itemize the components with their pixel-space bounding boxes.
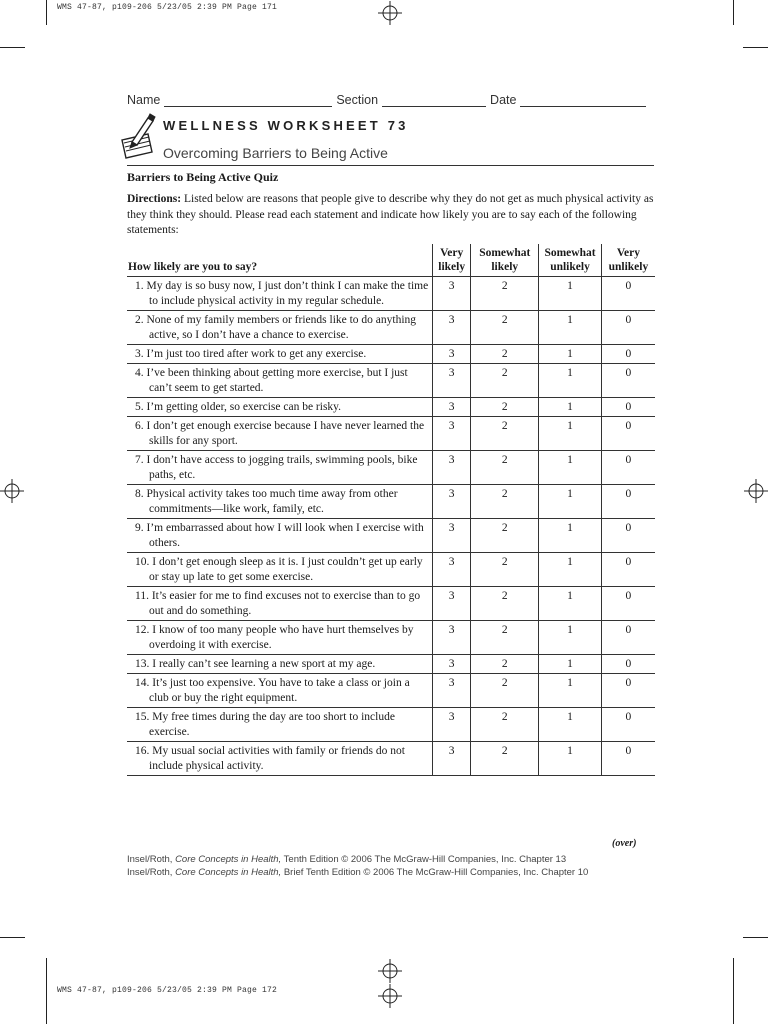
quiz-table (127, 244, 655, 776)
directions-label: Directions: (127, 193, 182, 205)
rating-option-very-unlikely[interactable]: 0 (601, 621, 655, 655)
quiz-title: Barriers to Being Active Quiz (127, 170, 279, 184)
rating-option-very-unlikely[interactable]: 0 (601, 708, 655, 742)
rating-option-somewhat-unlikely[interactable]: 1 (539, 311, 602, 345)
rating-option-somewhat-unlikely[interactable]: 1 (539, 708, 602, 742)
table-row (127, 345, 655, 364)
directions-paragraph (127, 192, 655, 239)
table-row (127, 519, 655, 553)
rating-option-somewhat-likely[interactable]: 2 (471, 311, 539, 345)
rating-option-very-likely[interactable]: 3 (432, 708, 470, 742)
section-field[interactable] (382, 95, 486, 107)
crop-mark (733, 958, 734, 1024)
statement-text: 13. I really can’t see learning a new sport at my age. (135, 658, 376, 670)
pencil-notepad-icon (118, 112, 162, 164)
rating-option-very-likely[interactable]: 3 (432, 553, 470, 587)
rating-option-somewhat-likely[interactable]: 2 (471, 587, 539, 621)
table-row (127, 277, 655, 311)
rating-option-very-likely[interactable]: 3 (432, 621, 470, 655)
rating-option-somewhat-likely[interactable]: 2 (471, 742, 539, 776)
over-note: (over) (612, 838, 637, 849)
rating-option-very-unlikely[interactable]: 0 (601, 485, 655, 519)
directions-text: Listed below are reasons that people give to describe why they do not get as much physical activity as they think they should. Please read each statement and indicate how likely you are to say each of the following statements: (127, 193, 654, 236)
section-label: Section (336, 93, 379, 107)
rating-option-somewhat-unlikely[interactable]: 1 (539, 587, 602, 621)
rating-option-somewhat-likely[interactable]: 2 (471, 451, 539, 485)
statement-text: 4. I’ve been thinking about getting more exercise, but I just can’t seem to get started. (135, 367, 408, 394)
registration-mark-icon (0, 479, 24, 503)
rating-option-very-likely[interactable]: 3 (432, 398, 470, 417)
rating-option-somewhat-unlikely[interactable]: 1 (539, 553, 602, 587)
rating-option-somewhat-likely[interactable]: 2 (471, 655, 539, 674)
table-row (127, 417, 655, 451)
table-row (127, 621, 655, 655)
table-row (127, 451, 655, 485)
name-field[interactable] (164, 95, 332, 107)
header-divider (127, 165, 654, 166)
statement-text: 16. My usual social activities with family or friends do not include physical activity. (135, 745, 405, 772)
column-header-somewhat-likely: Somewhat likely (471, 244, 539, 277)
registration-mark-icon (378, 984, 402, 1008)
rating-option-very-unlikely[interactable]: 0 (601, 655, 655, 674)
rating-option-very-unlikely[interactable]: 0 (601, 417, 655, 451)
rating-option-very-unlikely[interactable]: 0 (601, 451, 655, 485)
rating-option-somewhat-unlikely[interactable]: 1 (539, 417, 602, 451)
rating-option-very-unlikely[interactable]: 0 (601, 587, 655, 621)
rating-option-very-unlikely[interactable]: 0 (601, 311, 655, 345)
crop-mark (733, 0, 734, 25)
crop-mark (743, 937, 768, 938)
question-column-header: How likely are you to say? (128, 261, 258, 273)
footer-citation-2: Insel/Roth, Core Concepts in Health, Brief Tenth Edition © 2006 The McGraw-Hill Companies, Inc. Chapter 10 (127, 867, 589, 878)
rating-option-very-likely[interactable]: 3 (432, 485, 470, 519)
rating-option-very-likely[interactable]: 3 (432, 655, 470, 674)
statement-text: 8. Physical activity takes too much time away from other commitments—like work, family, etc. (135, 488, 398, 515)
statement-text: 7. I don’t have access to jogging trails, swimming pools, bike paths, etc. (135, 454, 418, 481)
rating-option-very-likely[interactable]: 3 (432, 364, 470, 398)
worksheet-subtitle: Overcoming Barriers to Being Active (163, 145, 388, 161)
statement-text: 15. My free times during the day are too short to include exercise. (135, 711, 395, 738)
rating-option-very-likely[interactable]: 3 (432, 519, 470, 553)
rating-option-very-unlikely[interactable]: 0 (601, 742, 655, 776)
table-row (127, 708, 655, 742)
registration-mark-icon (378, 1, 402, 25)
rating-option-somewhat-unlikely[interactable]: 1 (539, 742, 602, 776)
rating-option-somewhat-unlikely[interactable]: 1 (539, 519, 602, 553)
rating-option-somewhat-likely[interactable]: 2 (471, 364, 539, 398)
statement-text: 1. My day is so busy now, I just don’t think I can make the time to include physical activity in my regular schedule. (135, 280, 429, 307)
name-label: Name (127, 93, 161, 107)
rating-option-somewhat-unlikely[interactable]: 1 (539, 655, 602, 674)
rating-option-very-unlikely[interactable]: 0 (601, 345, 655, 364)
rating-option-somewhat-likely[interactable]: 2 (471, 398, 539, 417)
date-label: Date (490, 93, 517, 107)
crop-mark (743, 47, 768, 48)
rating-option-very-likely[interactable]: 3 (432, 311, 470, 345)
rating-option-somewhat-likely[interactable]: 2 (471, 345, 539, 364)
table-row (127, 674, 655, 708)
rating-option-somewhat-unlikely[interactable]: 1 (539, 621, 602, 655)
statement-text: 3. I’m just too tired after work to get any exercise. (135, 348, 367, 360)
rating-option-very-unlikely[interactable]: 0 (601, 519, 655, 553)
statement-text: 11. It’s easier for me to find excuses not to exercise than to go out and do something. (135, 590, 421, 617)
rating-option-somewhat-unlikely[interactable]: 1 (539, 364, 602, 398)
statement-text: 10. I don’t get enough sleep as it is. I just couldn’t get up early or stay up late to get some exercise. (135, 556, 423, 583)
table-row (127, 364, 655, 398)
print-slug-bottom: WMS 47-87, p109-206 5/23/05 2:39 PM Page 172 (57, 986, 278, 995)
rating-option-somewhat-likely[interactable]: 2 (471, 519, 539, 553)
statement-text: 14. It’s just too expensive. You have to take a class or join a club or buy the right equipment. (135, 677, 410, 704)
rating-option-somewhat-likely[interactable]: 2 (471, 485, 539, 519)
table-header-row (127, 244, 655, 277)
footer-citation-1: Insel/Roth, Core Concepts in Health, Tenth Edition © 2006 The McGraw-Hill Companies, Inc. Chapter 13 (127, 854, 567, 865)
crop-mark (0, 47, 25, 48)
rating-option-very-likely[interactable]: 3 (432, 674, 470, 708)
rating-option-very-unlikely[interactable]: 0 (601, 674, 655, 708)
statement-text: 2. None of my family members or friends like to do anything active, so I don’t have a chance to exercise. (135, 314, 417, 341)
rating-option-very-unlikely[interactable]: 0 (601, 277, 655, 311)
rating-option-very-likely[interactable]: 3 (432, 587, 470, 621)
table-row (127, 311, 655, 345)
table-row (127, 587, 655, 621)
date-field[interactable] (520, 95, 646, 107)
rating-option-somewhat-unlikely[interactable]: 1 (539, 674, 602, 708)
rating-option-very-unlikely[interactable]: 0 (601, 553, 655, 587)
rating-option-somewhat-likely[interactable]: 2 (471, 674, 539, 708)
rating-option-somewhat-unlikely[interactable]: 1 (539, 485, 602, 519)
worksheet-title: WELLNESS WORKSHEET 73 (163, 118, 409, 133)
crop-mark (0, 937, 25, 938)
table-row (127, 553, 655, 587)
rating-option-very-likely[interactable]: 3 (432, 345, 470, 364)
column-header-very-unlikely: Very unlikely (601, 244, 655, 277)
rating-option-somewhat-unlikely[interactable]: 1 (539, 398, 602, 417)
statement-text: 5. I’m getting older, so exercise can be risky. (135, 401, 342, 413)
statement-text: 6. I don’t get enough exercise because I have never learned the skills for any sport. (135, 420, 425, 447)
table-row (127, 655, 655, 674)
student-info-row (127, 93, 651, 107)
rating-option-very-likely[interactable]: 3 (432, 417, 470, 451)
crop-mark (46, 0, 47, 25)
rating-option-somewhat-likely[interactable]: 2 (471, 708, 539, 742)
column-header-somewhat-unlikely: Somewhat unlikely (539, 244, 602, 277)
registration-mark-icon (378, 959, 402, 983)
rating-option-very-unlikely[interactable]: 0 (601, 364, 655, 398)
rating-option-very-likely[interactable]: 3 (432, 451, 470, 485)
print-slug-top: WMS 47-87, p109-206 5/23/05 2:39 PM Page 171 (57, 3, 278, 12)
statement-text: 12. I know of too many people who have hurt themselves by overdoing it with exercise. (135, 624, 414, 651)
rating-option-very-likely[interactable]: 3 (432, 277, 470, 311)
rating-option-somewhat-unlikely[interactable]: 1 (539, 345, 602, 364)
rating-option-somewhat-likely[interactable]: 2 (471, 621, 539, 655)
crop-mark (46, 958, 47, 1024)
column-header-very-likely: Very likely (432, 244, 470, 277)
rating-option-very-likely[interactable]: 3 (432, 742, 470, 776)
rating-option-somewhat-unlikely[interactable]: 1 (539, 451, 602, 485)
rating-option-somewhat-likely[interactable]: 2 (471, 277, 539, 311)
rating-option-very-unlikely[interactable]: 0 (601, 398, 655, 417)
table-row (127, 485, 655, 519)
rating-option-somewhat-unlikely[interactable]: 1 (539, 277, 602, 311)
rating-option-somewhat-likely[interactable]: 2 (471, 417, 539, 451)
registration-mark-icon (744, 479, 768, 503)
table-row (127, 398, 655, 417)
rating-option-somewhat-likely[interactable]: 2 (471, 553, 539, 587)
statement-text: 9. I’m embarrassed about how I will look when I exercise with others. (135, 522, 424, 549)
table-row (127, 742, 655, 776)
